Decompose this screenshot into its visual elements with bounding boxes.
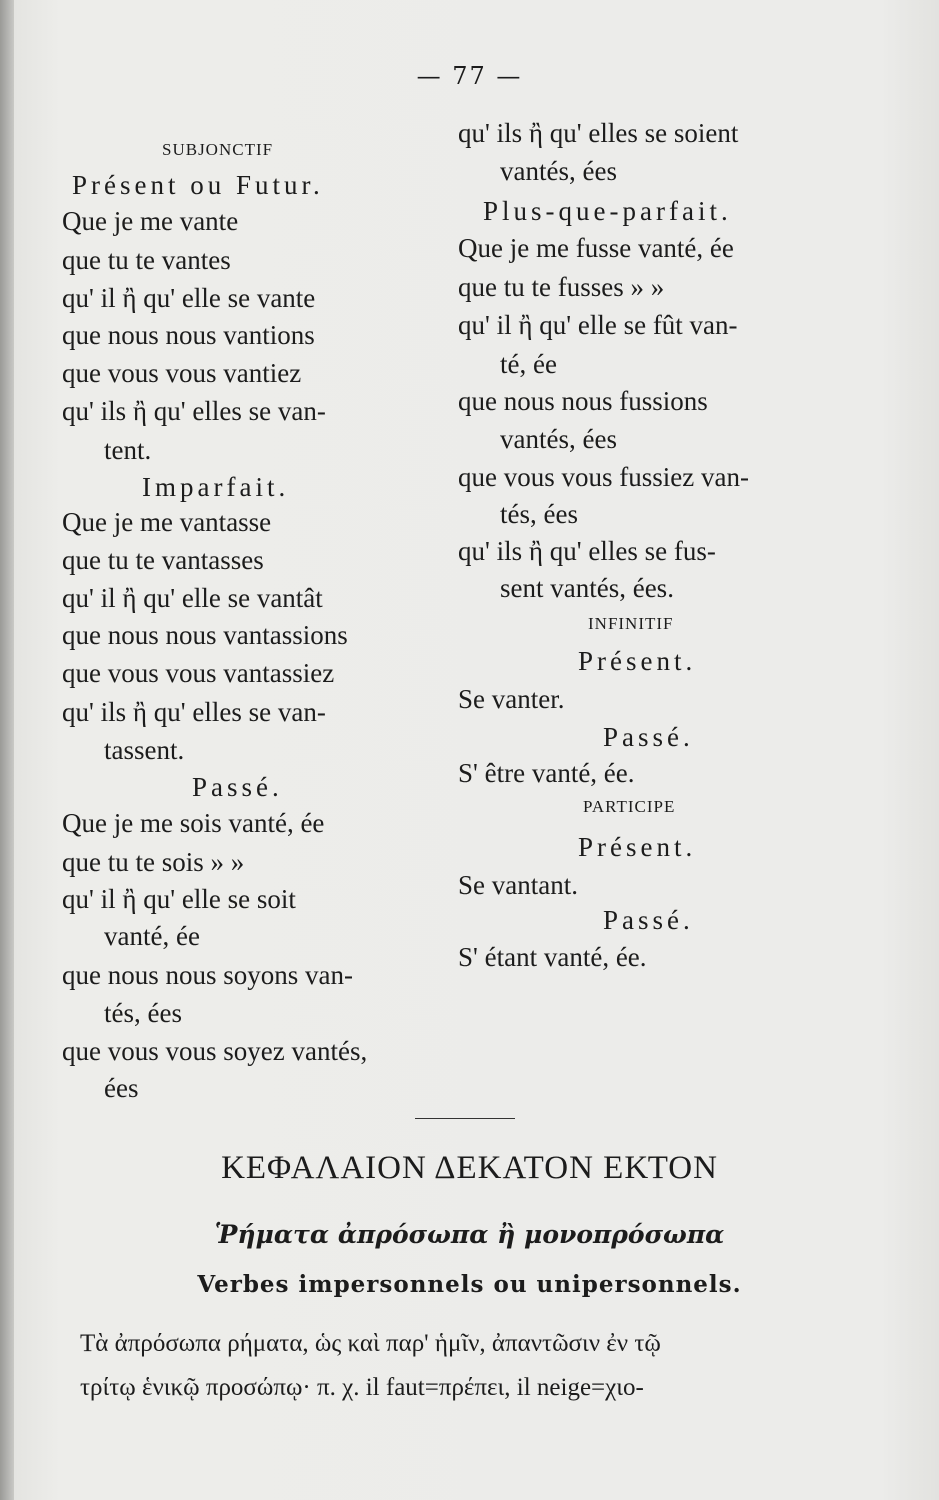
paragraph-line: Τὰ ἀπρόσωπα ρήματα, ὡς καὶ παρ' ἡμῖν, ἀπαντῶσιν ἐν τῷ [80,1330,661,1357]
conjugation-line: tassent. [104,735,185,765]
conjugation-line: que vous vous vantiez [62,358,302,388]
conjugation-line: que vous vous vantassiez [62,658,335,688]
section-heading: PARTICIPE [583,797,676,816]
conjugation-line: qu' ils ἢ qu' elles se van- [62,697,326,727]
conjugation-line: qu' il ἢ qu' elle se soit [62,884,296,914]
section-divider [415,1118,515,1119]
conjugation-line: qu' ils ἢ qu' elles se fus- [458,536,716,566]
page-number: — 77 — [416,62,523,90]
conjugation-line: qu' il ἢ qu' elle se fût van- [458,310,738,340]
section-heading: SUBJONCTIF [162,140,274,159]
conjugation-line: vantés, ées [500,424,617,454]
conjugation-line: qu' il ἢ qu' elle se vante [62,283,316,313]
tense-heading: Présent. [578,646,697,676]
conjugation-line: que tu te fusses » » [458,272,665,302]
conjugation-line: que vous vous soyez vantés, [62,1036,368,1066]
conjugation-line: té, ée [500,349,557,379]
conjugation-line: que nous nous vantassions [62,620,348,650]
chapter-title: ΚΕΦΑΛΑΙΟΝ ΔΕΚΑΤΟΝ ΕΚΤΟΝ [221,1150,718,1186]
conjugation-line: Que je me vante [62,206,239,236]
conjugation-line: que tu te vantasses [62,545,264,575]
chapter-subtitle-greek: Ῥήματα ἀπρόσωπα ἢ μονοπρόσωπα [214,1220,725,1249]
conjugation-line: qu' il ἢ qu' elle se vantât [62,583,323,613]
conjugation-line: Que je me vantasse [62,507,272,537]
conjugation-line: que vous vous fussiez van- [458,462,749,492]
conjugation-line: vanté, ée [104,921,200,951]
conjugation-line: S' être vanté, ée. [458,758,635,788]
tense-heading: Présent ou Futur. [72,170,324,200]
conjugation-line: Se vantant. [458,870,578,900]
paragraph-line: τρίτῳ ἑνικῷ προσώπῳ· π. χ. il faut=πρέπει, il neige=χιο- [80,1374,644,1401]
conjugation-line: ées [104,1073,139,1103]
conjugation-line: qu' ils ἢ qu' elles se van- [62,396,326,426]
conjugation-line: vantés, ées [500,156,617,186]
conjugation-line: Se vanter. [458,684,565,714]
tense-heading: Passé. [603,905,694,935]
conjugation-line: sent vantés, ées. [500,573,674,603]
conjugation-line: qu' ils ἢ qu' elles se soient [458,118,739,148]
tense-heading: Passé. [192,772,283,802]
conjugation-line: Que je me sois vanté, ée [62,808,325,838]
conjugation-line: tés, ées [104,998,182,1028]
conjugation-line: tés, ées [500,499,578,529]
conjugation-line: que nous nous fussions [458,386,708,416]
conjugation-line: que nous nous soyons van- [62,960,353,990]
tense-heading: Présent. [578,832,697,862]
conjugation-line: tent. [104,435,152,465]
section-heading: INFINITIF [588,614,674,633]
tense-heading: Imparfait. [142,472,290,502]
conjugation-line: Que je me fusse vanté, ée [458,233,734,263]
conjugation-line: que tu te vantes [62,245,231,275]
chapter-subtitle-french: Verbes impersonnels ou unipersonnels. [197,1271,742,1298]
conjugation-line: que tu te sois » » [62,847,245,877]
conjugation-line: S' étant vanté, ée. [458,942,647,972]
tense-heading: Passé. [603,722,694,752]
tense-heading: Plus-que-parfait. [483,196,732,226]
conjugation-line: que nous nous vantions [62,320,315,350]
